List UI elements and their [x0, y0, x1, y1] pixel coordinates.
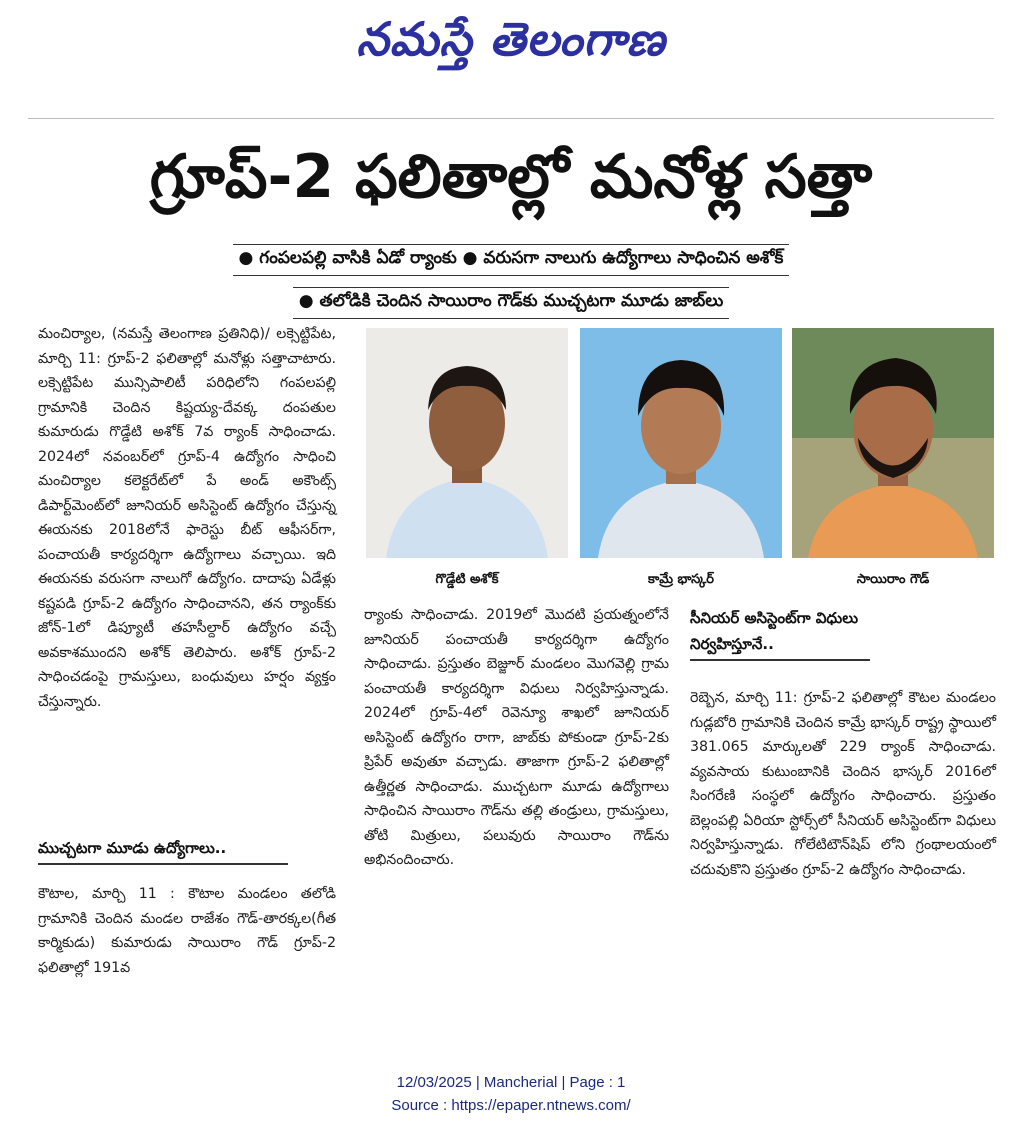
column-1b-text: కౌటాల, మార్చి 11 : కౌటాల మండలం తలోడి గ్రామానికి చెందిన మండల రాజేశం గౌడ్-తారక్కల(గీత కార్మికుడు) కుమారుడు సాయిరాం గౌడ్ గ్రూప్-2 ఫలితాల్లో 191వ [38, 886, 336, 976]
article-column-1 [38, 322, 336, 714]
masthead-logo [0, 6, 1022, 72]
column-1-text: మంచిర్యాల, (నమస్తే తెలంగాణ ప్రతినిధి)/ లక్సెట్టిపేట, మార్చి 11: గ్రూప్-2 ఫలితాల్లో మనోళ్లు సత్తాచాటారు. లక్సెట్టిపేట మున్సిపాలిటీ పరిధిలోని గంపలపల్లి గ్రామానికి చెందిన కిష్టయ్య-దేవక్క దంపతుల కుమారుడు గొడ్డేటి అశోక్ 7వ ర్యాంక్ సాధించాడు. 2024లో నవంబర్‌లో గ్రూప్-4 ఉద్యోగం సాధించి మంచిర్యాల కలెక్టరేట్‌లో పే అండ్ అకౌంట్స్ డిపార్ట్‌మెంట్‌లో జూనియర్ అసిస్టెంట్ ఉద్యోగం చేస్తున్న ఈయనకు 2018లోనే ఫారెస్టు బీట్ ఆఫీసర్‌గా, పంచాయతీ కార్యదర్శిగా ఉద్యోగాలు వచ్చాయి. ఇది ఈయనకు వరుసగా నాలుగో ఉద్యోగం. దాదాపు ఏడేళ్లు కష్టపడి గ్రూప్-2 ఉద్యోగం సాధించానని, తన ర్యాంక్‌కు జోన్-1లో డిప్యూటీ తహసీల్దార్ ఉద్యోగం వచ్చే అవకాశముందని అశోక్ తెలిపారు. అశోక్ గ్రూప్-2 సాధించడంపై గ్రామస్తులు, బంధువులు హర్షం వ్యక్తం చేస్తున్నారు. [38, 326, 336, 710]
article-column-2 [364, 603, 669, 873]
column-2-text: ర్యాంకు సాధించాడు. 2019లో మొదటి ప్రయత్నంలోనే జూనియర్ పంచాయతీ కార్యదర్శిగా ఉద్యోగం సాధించాడు. ప్రస్తుతం బెజ్జూర్ మండలం మొగవెల్లి గ్రామ పంచాయతీ కార్యదర్శిగా విధులు నిర్వహిస్తున్నాడు. 2024లో గ్రూప్-4లో రెవెన్యూ శాఖలో జూనియర్ అసిస్టెంట్ ఉద్యోగం రాగా, జాబ్‌కు పోకుండా గ్రూప్-2కు ప్రిపేర్ అవుతూ వచ్చాడు. తాజాగా గ్రూప్-2 ఫలితాల్లో ఉత్తీర్ణత సాధించాడు. ముచ్చటగా మూడు ఉద్యోగాలు సాధించిన సాయిరాం గౌడ్‌ను తల్లి తండ్రులు, గ్రామస్తులు, తోటి మిత్రులు, పలువురు సాయిరాం గౌడ్‌ను అభినందించారు. [364, 607, 669, 868]
person-photo-icon [792, 328, 994, 558]
subheading-senior-assistant: సీనియర్ అసిస్టెంట్‌గా విధులు నిర్వహిస్తూనే.. [690, 605, 870, 661]
bullet-line-2: ● తలోడికి చెందిన సాయిరాం గౌడ్‌కు ముచ్చటగా మూడు జాబ్‌లు [293, 287, 729, 319]
person-photo-icon [580, 328, 782, 558]
article-headline [28, 132, 994, 222]
caption-sairam: సాయిరాం గౌడ్ [856, 572, 930, 587]
summary-bullets-2 [0, 287, 1022, 311]
masthead-title: నమస్తే తెలంగాణ [356, 12, 666, 66]
photo-sairam [792, 328, 994, 558]
summary-bullets-1 [0, 244, 1022, 268]
footer-date-edition: 12/03/2025 | Mancherial | Page : 1 [396, 1074, 626, 1091]
headline-text: గ్రూప్-2 ఫలితాల్లో మనోళ్ల సత్తా [149, 142, 873, 212]
caption-bhaskar: కామ్రే భాస్కర్ [647, 572, 714, 587]
person-photo-icon [366, 328, 568, 558]
bullet-line-1: ● గంపలపల్లి వాసికి ఏడో ర్యాంకు ● వరుసగా నాలుగు ఉద్యోగాలు సాధించిన అశోక్ [233, 244, 790, 276]
top-divider [28, 118, 994, 119]
footer-source-link[interactable]: Source : https://epaper.ntnews.com/ [391, 1097, 631, 1114]
article-column-1b [38, 882, 336, 980]
caption-ashok: గొడ్డేటి అశోక్ [435, 572, 499, 587]
photo-bhaskar [580, 328, 782, 558]
subheading-three-jobs: ముచ్చటగా మూడు ఉద్యోగాలు.. [38, 835, 288, 865]
article-column-3 [690, 686, 996, 882]
photo-ashok [366, 328, 568, 558]
column-3-text: రెబ్బెన, మార్చి 11: గ్రూప్-2 ఫలితాల్లో కౌటల మండలం గుడ్లబోరి గ్రామానికి చెందిన కామ్రే భాస్కర్ రాష్ట్ర స్థాయిలో 381.065 మార్కులతో 229 ర్యాంక్ సాధించాడు. వ్యవసాయ కుటుంబానికి చెందిన భాస్కర్ 2016లో సింగరేణి సంస్థలో ఉద్యోగం సాధించారు. ప్రస్తుతం బెల్లంపల్లి ఏరియా స్టోర్స్‌లో సీనియర్ అసిస్టెంట్‌గా విధులు నిర్వహిస్తున్నాడు. గోలేటిటౌన్‌షిప్ లోని గ్రంథాలయంలో చదువుకొని ప్రస్తుతం గ్రూప్-2 ఉద్యోగం సాధించాడు. [690, 690, 996, 878]
